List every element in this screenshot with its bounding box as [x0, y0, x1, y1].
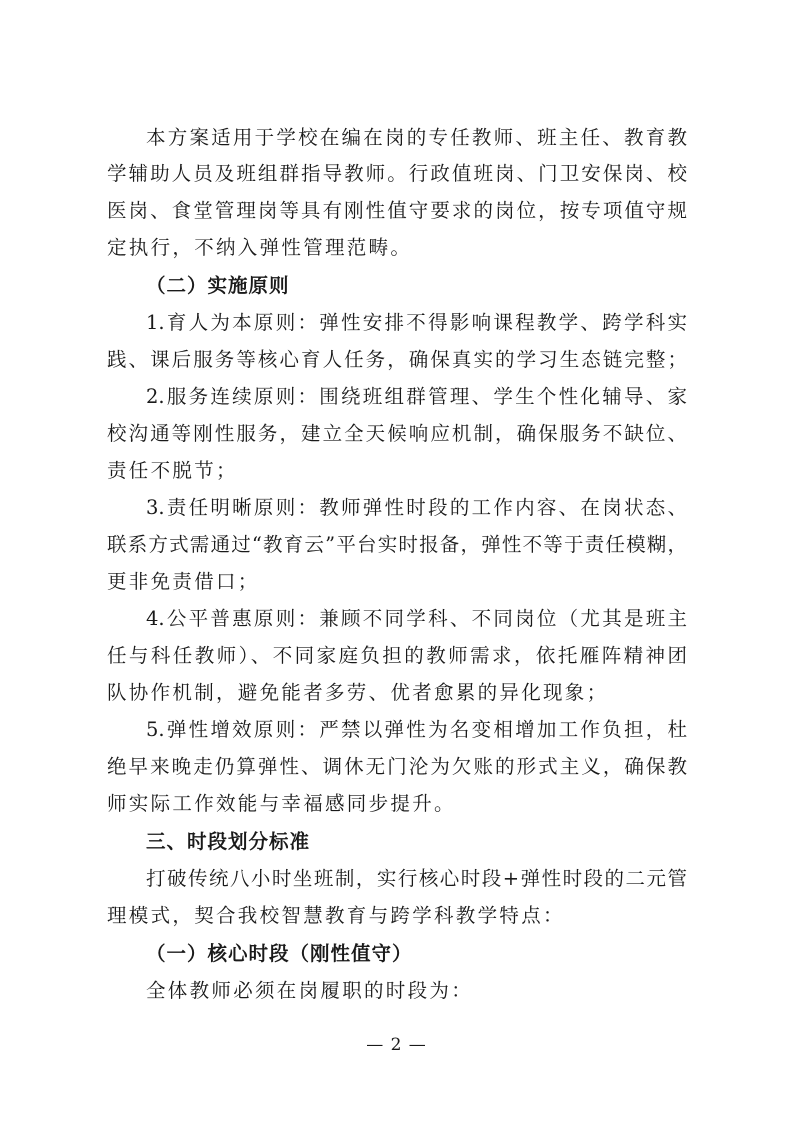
principle-5-line-1: 5.弹性增效原则：严禁以弹性为名变相增加工作负担，杜	[146, 718, 687, 741]
scope-paragraph-line-4: 定执行，不纳入弹性管理范畴。	[107, 236, 413, 259]
principle-4-line-2: 任与科任教师）、不同家庭负担的教师需求，依托雁阵精神团	[107, 644, 687, 667]
principles-heading: （二）实施原则	[146, 274, 290, 297]
principle-5-line-3: 师实际工作效能与幸福感同步提升。	[107, 792, 456, 815]
principle-5-line-2: 绝早来晚走仍算弹性、调休无门沦为欠账的形式主义，确保教	[107, 755, 687, 778]
core-period-paragraph: 全体教师必须在岗履职的时段为：	[146, 979, 474, 1002]
core-period-heading: （一）核心时段（刚性值守）	[146, 942, 413, 965]
section-3-paragraph-line-2: 理模式，契合我校智慧教育与跨学科教学特点：	[107, 904, 565, 927]
principle-4-line-1: 4.公平普惠原则：兼顾不同学科、不同岗位（尤其是班主	[146, 607, 687, 630]
scope-paragraph-line-3: 医岗、食堂管理岗等具有刚性值守要求的岗位，按专项值守规	[107, 199, 687, 222]
page-number: — 2 —	[366, 1035, 427, 1055]
principle-3-line-3: 更非免责借口；	[107, 570, 260, 593]
principle-3-line-2: 联系方式需通过“教育云”平台实时报备，弹性不等于责任模糊，	[107, 533, 687, 556]
principle-2-line-1: 2.服务连续原则：围绕班组群管理、学生个性化辅导、家	[146, 385, 687, 408]
principle-4-line-3: 队协作机制，避免能者多劳、优者愈累的异化现象；	[107, 681, 609, 704]
principle-2-line-3: 责任不脱节；	[107, 459, 238, 482]
principle-3-line-1: 3.责任明晰原则：教师弹性时段的工作内容、在岗状态、	[146, 496, 687, 519]
section-3-heading: 三、时段划分标准	[146, 830, 311, 853]
principle-2-line-2: 校沟通等刚性服务，建立全天候响应机制，确保服务不缺位、	[107, 422, 687, 445]
principle-1-line-2: 践、课后服务等核心育人任务，确保真实的学习生态链完整；	[107, 348, 687, 371]
section-3-paragraph-line-1: 打破传统八小时坐班制，实行核心时段+弹性时段的二元管	[146, 867, 687, 890]
scope-paragraph-line-1: 本方案适用于学校在编在岗的专任教师、班主任、教育教	[146, 126, 687, 149]
scope-paragraph-line-2: 学辅助人员及班组群指导教师。行政值班岗、门卫安保岗、校	[107, 162, 687, 185]
principle-1-line-1: 1.育人为本原则：弹性安排不得影响课程教学、跨学科实	[146, 311, 687, 334]
